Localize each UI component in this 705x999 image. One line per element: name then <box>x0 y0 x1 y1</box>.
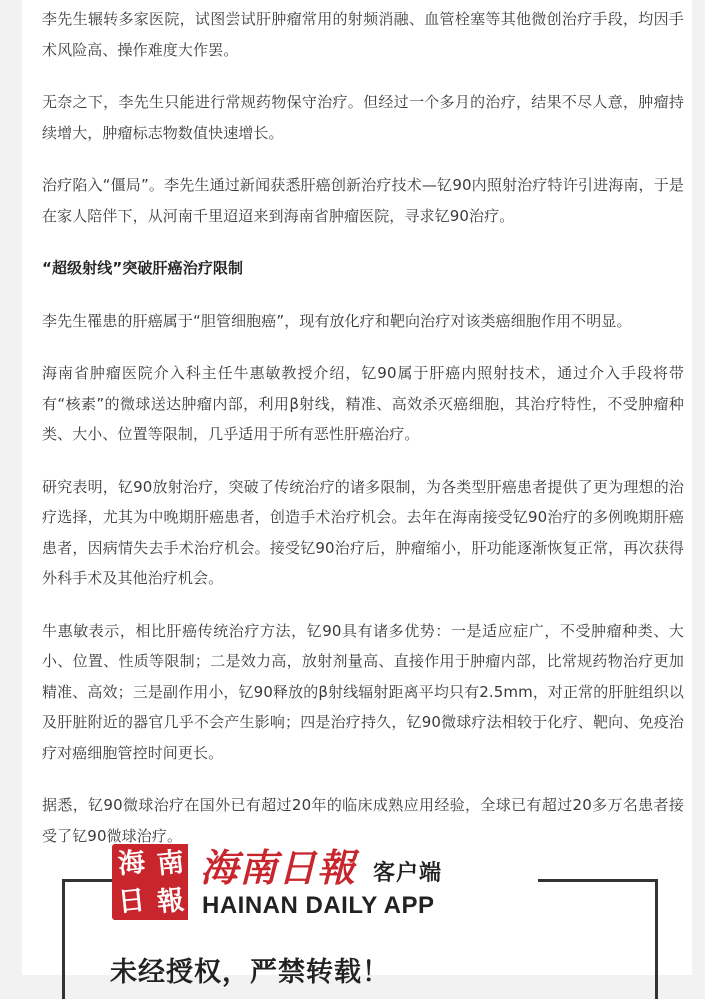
article-content <box>42 4 684 873</box>
hainan-daily-seal-logo: 海 南 日 報 <box>112 844 190 920</box>
paragraph: 研究表明，钇90放射治疗，突破了传统治疗的诸多限制，为各类型肝癌患者提供了更为理想的治疗选择，尤其为中晚期肝癌患者，创造手术治疗机会。去年在海南接受钇90治疗的多例晚期肝癌患者，因病情失去手术治疗机会。接受钇90治疗后，肿瘤缩小，肝功能逐渐恢复正常，再次获得外科手术及其他治疗机会。 <box>42 477 684 587</box>
paragraph: 治疗陷入“僵局”。李先生通过新闻获悉肝癌创新治疗技术—钇90内照射治疗特许引进海南，于是在家人陪伴下，从河南千里迢迢来到海南省肿瘤医院，寻求钇90治疗。 <box>42 176 684 225</box>
paragraph: 牛惠敏表示，相比肝癌传统治疗方法，钇90具有诸多优势：一是适应症广，不受肿瘤种类、大小、位置、性质等限制；二是效力高，放射剂量高、直接作用于肿瘤内部，比常规药物治疗更加精准、高效；三是副作用小，钇90释放的β射线辐射距离平均只有2.5mm，对正常的肝脏组织以及肝脏附近的器官几乎不会产生影响；四是治疗持久，钇90微球疗法相较于化疗、靶向、免疫治疗对癌细胞管控时间更长。 <box>42 621 684 762</box>
paragraph: 李先生辗转多家医院，试图尝试肝肿瘤常用的射频消融、血管栓塞等其他微创治疗手段，均因手术风险高、操作难度大作罢。 <box>42 10 684 59</box>
hainan-daily-wordmark <box>188 844 538 920</box>
copyright-notice: 未经授权，严禁转载！ <box>110 957 390 988</box>
section-heading: “超级射线”突破肝癌治疗限制 <box>42 259 244 277</box>
paragraph: 李先生罹患的肝癌属于“胆管细胞癌”，现有放化疗和靶向治疗对该类癌细胞作用不明显。 <box>42 311 632 330</box>
hainan-daily-banner <box>62 844 662 988</box>
paragraph: 海南省肿瘤医院介入科主任牛惠敏教授介绍，钇90属于肝癌内照射技术，通过介入手段将带有“核素”的微球送达肿瘤内部，利用β射线，精准、高效杀灭癌细胞，其治疗特性，不受肿瘤种类、大小、位置等限制，几乎适用于所有恶性肝癌治疗。 <box>42 364 684 443</box>
article-body <box>22 0 692 988</box>
brand-app-label: 客户端 <box>373 860 443 886</box>
paragraph: 据悉，钇90微球治疗在国外已有超过20年的临床成熟应用经验，全球已有超过20多万名患者接受了钇90微球治疗。 <box>42 796 684 845</box>
paragraph: 无奈之下，李先生只能进行常规药物保守治疗。但经过一个多月的治疗，结果不尽人意，肿瘤持续增大，肿瘤标志物数值快速增长。 <box>42 93 684 142</box>
brand-name-chinese: 海南日報 <box>200 845 357 890</box>
brand-name-english: HAINAN DAILY APP <box>202 892 435 919</box>
